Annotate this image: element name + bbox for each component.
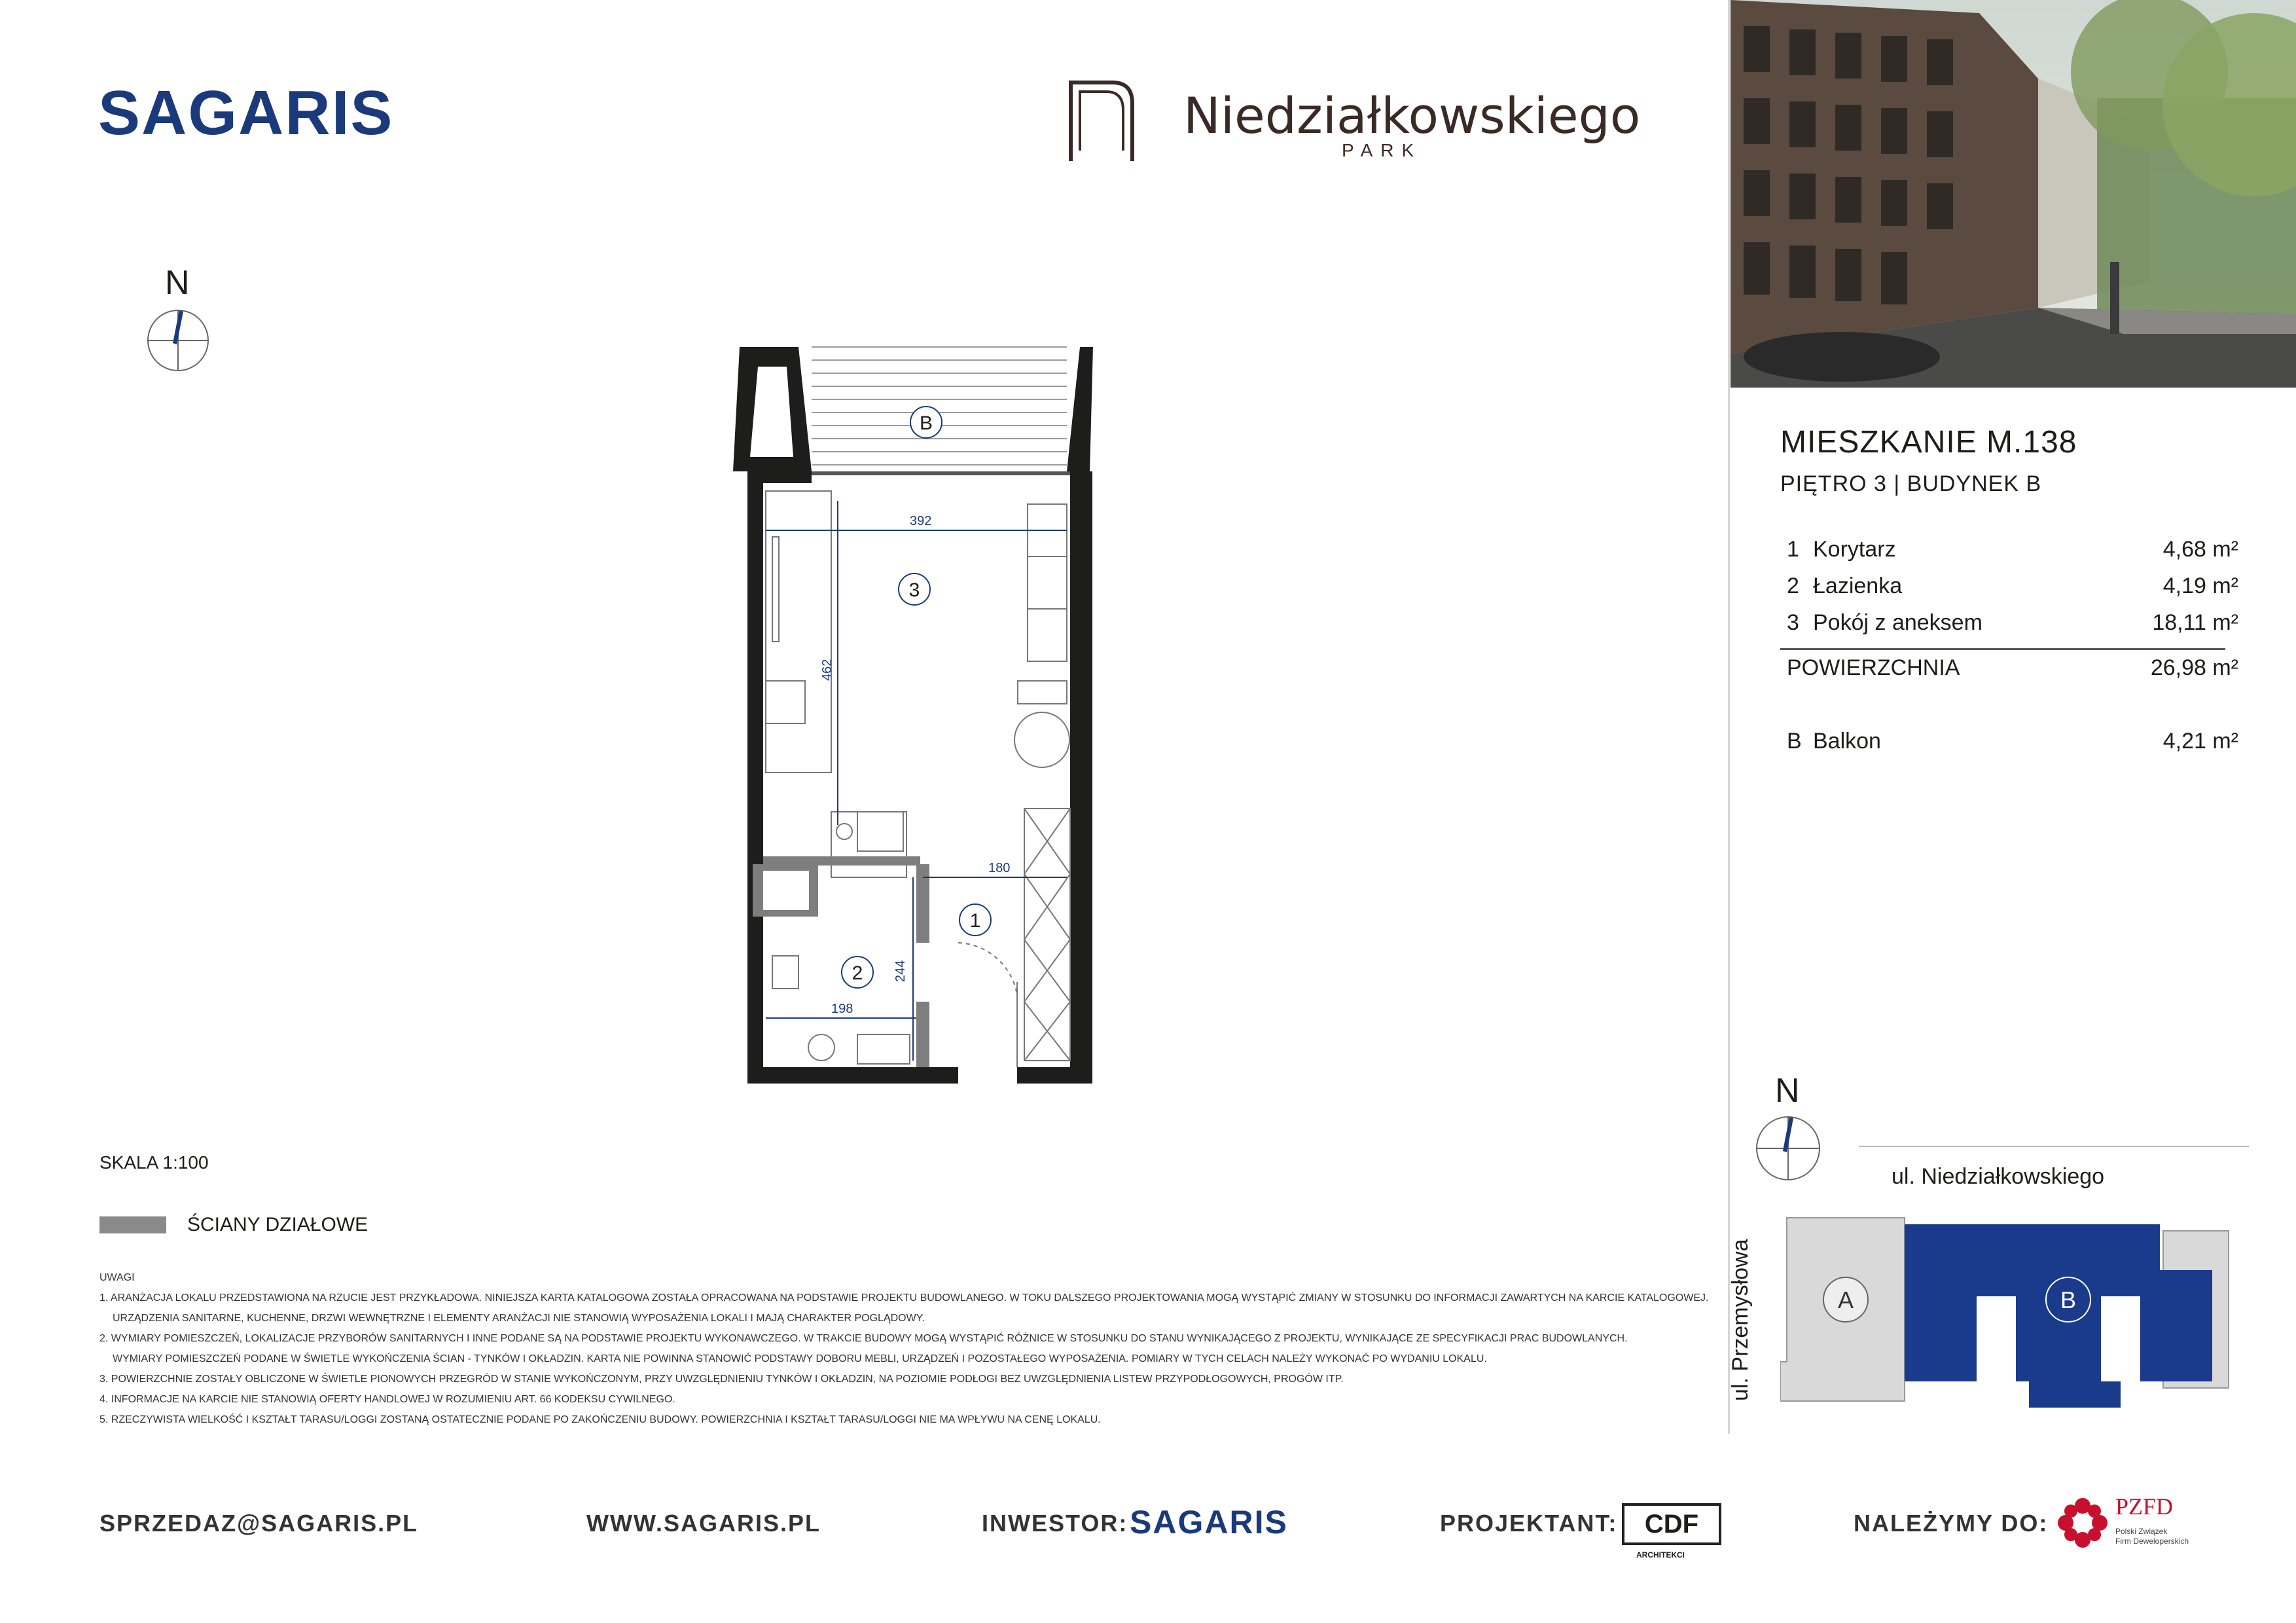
apartment-title: MIESZKANIE M.138: [1780, 425, 2077, 460]
sagaris-logo: SAGARIS: [98, 78, 394, 148]
outer-walls: [747, 471, 1092, 1084]
email-link[interactable]: SPRZEDAZ@SAGARIS.PL: [99, 1510, 419, 1537]
balcony-row: [1780, 729, 2238, 765]
room-table: [1780, 537, 2238, 765]
dim-width-hall: 180: [988, 861, 1011, 875]
total-label: POWIERZCHNIA: [1787, 655, 1960, 680]
street-line: [1859, 1146, 2249, 1147]
building-b-label: B: [2060, 1286, 2077, 1313]
scale-label: SKALA 1:100: [99, 1152, 209, 1173]
notes-heading: UWAGI: [99, 1272, 135, 1283]
website-link[interactable]: WWW.SAGARIS.PL: [586, 1510, 821, 1537]
balcony: [733, 347, 1093, 475]
room-row: [1780, 537, 2238, 574]
compass-icon: [145, 308, 211, 373]
member-label: NALEŻYMY DO:: [1854, 1510, 2049, 1537]
project-logo-mark: [1067, 77, 1139, 162]
room-name: Łazienka: [1813, 574, 1903, 598]
note-line: 5. RZECZYWISTA WIELKOŚĆ I KSZTAŁT TARASU/LOGGI ZOSTANĄ OSTATECZNIE PODANE PO ZAKOŃCZENIU BUDOWY. POWIERZCHNIA I KSZTAŁT TARASU/LOGGI NIE MA WPŁYWU NA CENĘ LOKALU.: [99, 1414, 1101, 1425]
floor-plan: [726, 340, 1106, 1093]
room-area: 18,11 m²: [2152, 610, 2238, 635]
member-sub-line: Polski Związek: [2115, 1527, 2168, 1536]
designer-logo: CDF: [1622, 1503, 1721, 1545]
project-logo: [1067, 77, 1139, 166]
room-label-balcony: B: [919, 412, 933, 434]
member-sub-line: Firm Deweloperskich: [2115, 1537, 2189, 1546]
room-area: 4,68 m²: [2162, 537, 2238, 562]
project-name: Niedziałkowskiego: [1183, 86, 1641, 145]
balcony-number: B: [1787, 729, 1802, 754]
designer-label: PROJEKTANT:: [1440, 1510, 1618, 1537]
street-top-label: ul. Niedziałkowskiego: [1892, 1164, 2105, 1189]
balcony-name: Balkon: [1813, 729, 1881, 754]
dim-width-room3: 392: [910, 514, 932, 528]
room-name: Korytarz: [1813, 537, 1896, 562]
note-line: 3. POWIERZCHNIE ZOSTAŁY OBLICZONE W ŚWIETLE PIONOWYCH PRZEGRÓD W STANIE WYKOŃCZONYM, PRZY UWZGLĘDNIENIU TYNKÓW I OKŁADZIN, NA POZIOMIE PODŁOGI BEZ UWZGLĘDNIENIA LISTEW PRZYPODŁOGOWYCH, PROGÓW ITP.: [99, 1374, 1344, 1385]
building-a-label: A: [1837, 1286, 1854, 1313]
walls-swatch: [99, 1216, 166, 1233]
room-number: 2: [1787, 574, 1799, 598]
balcony-area: 4,21 m²: [2162, 729, 2238, 754]
dim-width-bath: 198: [831, 1002, 853, 1016]
room-number: 3: [1787, 610, 1799, 635]
walls-legend-label: ŚCIANY DZIAŁOWE: [187, 1214, 368, 1235]
note-line: WYMIARY POMIESZCZEŃ PODANE W ŚWIETLE WYKOŃCZENIA ŚCIAN - TYNKÓW I OKŁADZIN. KARTA NIE POWINNA STANOWIĆ PODSTAWY DOBORU MEBLI, URZĄDZEŃ I POZOSTAŁEGO WYPOSAŻENIA. POMIARY W TYCH CELACH NALEŻY WYKONAĆ PO WYDANIU LOKALU.: [113, 1353, 1487, 1364]
room-row: [1780, 610, 2238, 647]
project-sub: PARK: [1342, 140, 1422, 160]
member-sub: [2115, 1527, 2189, 1546]
room-name: Pokój z aneksem: [1813, 610, 1982, 635]
note-line: URZĄDZENIA SANITARNE, KUCHENNE, DRZWI WEWNĘTRZNE I ELEMENTY ARANŻACJI NIE STANOWIĄ WYPOSAŻENIA LOKALI I MAJĄ CHARAKTER POGLĄDOWY.: [113, 1313, 925, 1324]
north-label: N: [165, 264, 190, 302]
street-left-label: ul. Przemysłowa: [1728, 1239, 1753, 1401]
investor-label: INWESTOR:: [982, 1510, 1128, 1537]
site-map: [1780, 1205, 2238, 1421]
pzfd-flower-icon: [2056, 1497, 2109, 1549]
table-separator: [1780, 648, 2225, 650]
building-photo: [1731, 0, 2296, 388]
room-row: [1780, 574, 2238, 610]
note-line: 1. ARANŻACJA LOKALU PRZEDSTAWIONA NA RZUCIE JEST PRZYKŁADOWA. NINIEJSZA KARTA KATALOGOWA ZOSTAŁA OPRACOWANA NA PODSTAWIE PROJEKTU BUDOWLANEGO. W TOKU DALSZEGO PROJEKTOWANIA MOGĄ WYSTĄPIĆ ZMIANY W STOSUNKU DO INFORMACJI ZAWARTYCH NA KARCIE KATALOGOWEJ.: [99, 1292, 1709, 1304]
dim-length-room3: 462: [820, 659, 834, 681]
note-line: 4. INFORMACJE NA KARCIE NIE STANOWIĄ OFERTY HANDLOWEJ W ROZUMIENIU ART. 66 KODEKSU CYWILNEGO.: [99, 1394, 675, 1405]
dim-length-bath: 244: [893, 960, 908, 982]
member-logo: PZFD: [2115, 1493, 2174, 1520]
room-label-3: 3: [908, 579, 920, 601]
apartment-subtitle: PIĘTRO 3 | BUDYNEK B: [1780, 471, 2042, 496]
room-label-1: 1: [969, 910, 981, 932]
total-area: 26,98 m²: [2150, 655, 2238, 680]
investor-logo: SAGARIS: [1130, 1504, 1288, 1541]
notes: [99, 1267, 1709, 1430]
site-north-label: N: [1775, 1072, 1800, 1110]
note-line: 2. WYMIARY POMIESZCZEŃ, LOKALIZACJE PRZYBORÓW SANITARNYCH I INNE PODANE SĄ NA PODSTAWIE PROJEKTU WYKONAWCZEGO. W TRAKCIE BUDOWY MOGĄ WYSTĄPIĆ RÓŻNICE W STOSUNKU DO STANU WYNIKAJĄCEGO Z PROJEKTU, WYNIKAJĄCE ZE SPECYFIKACJI PRAC BUDOWLANYCH.: [99, 1333, 1628, 1344]
site-compass-icon: [1754, 1114, 1822, 1182]
room-label-2: 2: [852, 962, 863, 984]
room-number: 1: [1787, 537, 1799, 562]
column-divider: [1728, 0, 1730, 1434]
total-row: [1780, 655, 2238, 692]
room-area: 4,19 m²: [2162, 574, 2238, 598]
designer-sub: ARCHITEKCI: [1636, 1550, 1685, 1559]
